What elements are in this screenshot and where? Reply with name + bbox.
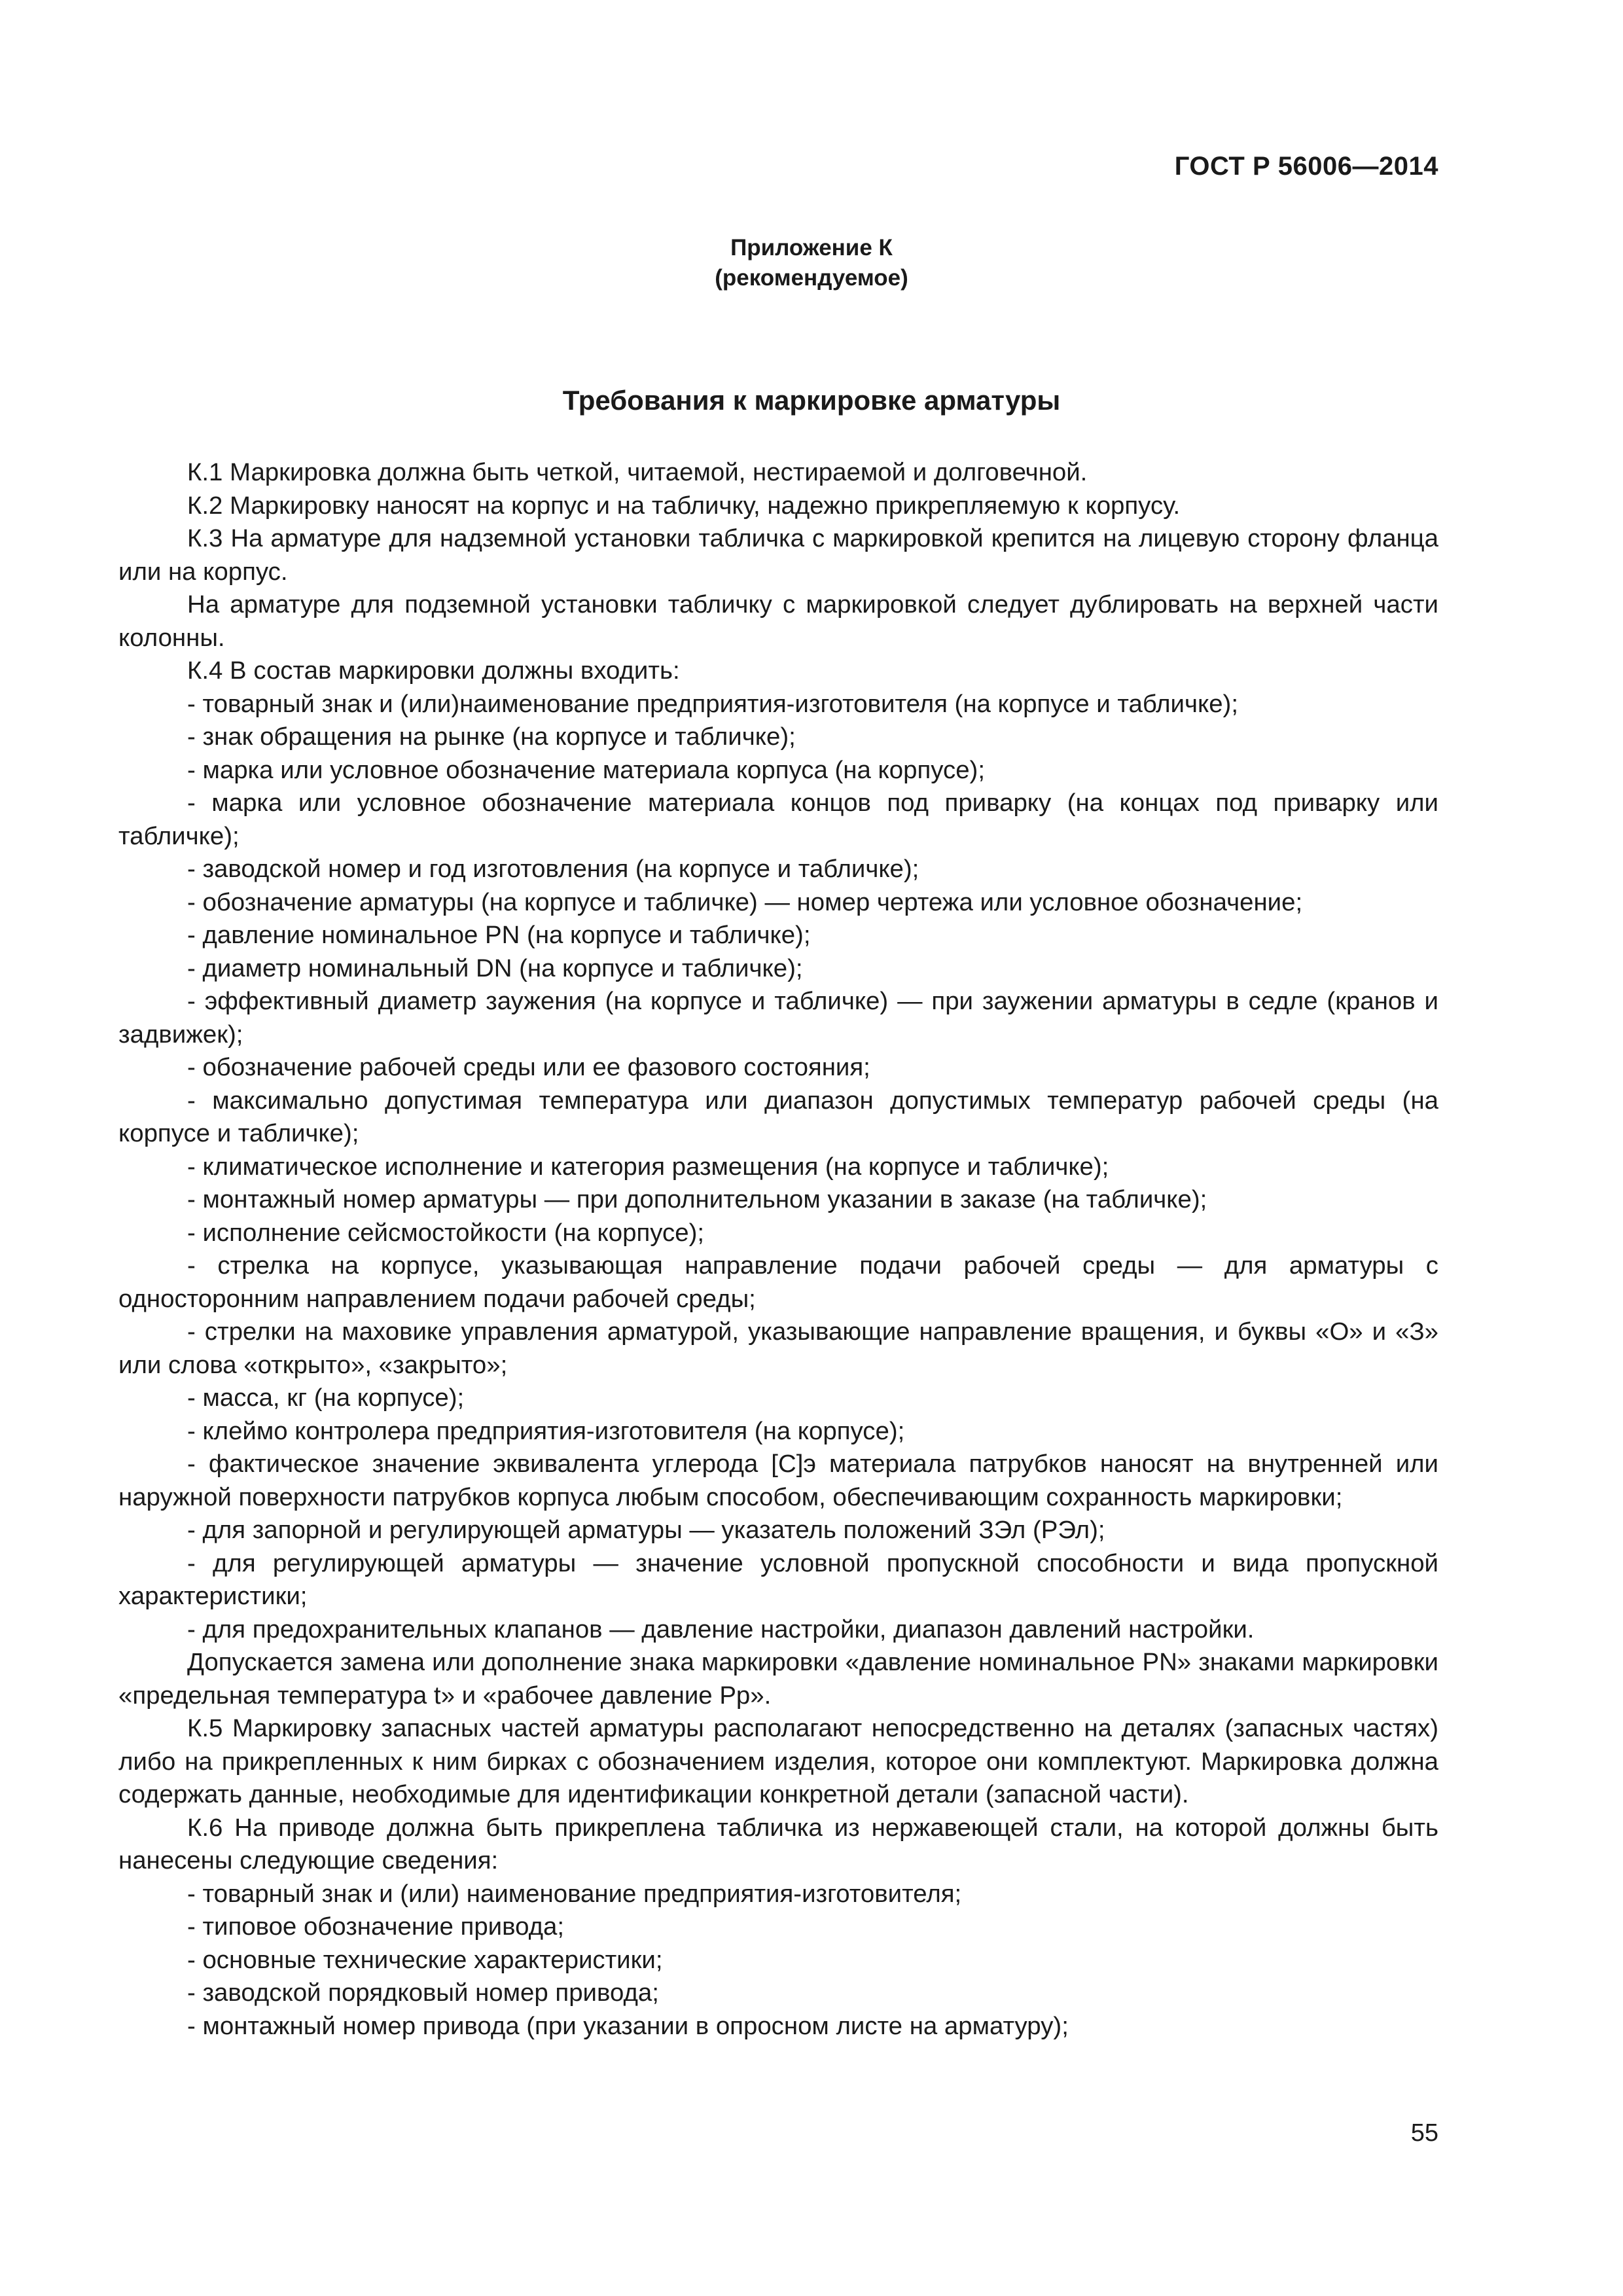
list-item: - основные технические характеристики; <box>187 1945 663 1974</box>
list-item: - климатическое исполнение и категория размещения (на корпусе и табличке); <box>187 1152 1109 1181</box>
list-item: - товарный знак и (или) наименование предприятия-изготовителя; <box>187 1879 962 1908</box>
paragraph: К.4 В состав маркировки должны входить: <box>187 656 680 685</box>
body-text <box>118 456 1438 2043</box>
list-item: - диаметр номинальный DN (на корпусе и табличке); <box>187 954 803 982</box>
list-item: - обозначение арматуры (на корпусе и табличке) — номер чертежа или условное обозначение; <box>187 888 1303 916</box>
list-item: - марка или условное обозначение материала корпуса (на корпусе); <box>187 755 985 784</box>
paragraph: К.2 Маркировку наносят на корпус и на табличку, надежно прикрепляемую к корпусу. <box>187 491 1181 520</box>
appendix-label: Приложение К <box>730 235 893 260</box>
paragraph: К.3 На арматуре для надземной установки табличка с маркировкой крепится на лицевую сторону фланца или на корпус. <box>118 524 1438 586</box>
standard-number: ГОСТ Р 56006—2014 <box>1174 152 1438 181</box>
list-item: - марка или условное обозначение материала концов под приварку (на концах под приварку или табличке); <box>118 789 1438 850</box>
list-item: - знак обращения на рынке (на корпусе и табличке); <box>187 723 796 751</box>
list-item: - заводской номер и год изготовления (на корпусе и табличке); <box>187 855 919 883</box>
list-item: - заводской порядковый номер привода; <box>187 1979 659 2007</box>
list-item: - клеймо контролера предприятия-изготовителя (на корпусе); <box>187 1416 905 1445</box>
paragraph: К.5 Маркировку запасных частей арматуры располагают непосредственно на деталях (запасных частях) либо на прикрепленных к ним бирках с обозначением изделия, которое они комплектуют. Маркировка должна содержать данные, необходимые для идентификации конкретной детали (запасной части). <box>118 1714 1438 1808</box>
list-item: - для предохранительных клапанов — давление настройки, диапазон давлений настройки. <box>187 1615 1255 1643</box>
list-item: - для регулирующей арматуры — значение условной пропускной способности и вида пропускной характеристики; <box>118 1549 1438 1610</box>
paragraph: Допускается замена или дополнение знака маркировки «давление номинальное PN» знаками маркировки «предельная температура t» и «рабочее давление Pр». <box>118 1648 1438 1710</box>
list-item: - давление номинальное PN (на корпусе и табличке); <box>187 921 811 949</box>
list-item: - обозначение рабочей среды или ее фазового состояния; <box>187 1053 870 1081</box>
list-item: - эффективный диаметр заужения (на корпусе и табличке) — при заужении арматуры в седле (кранов и задвижек); <box>118 987 1438 1049</box>
paragraph: К.6 На приводе должна быть прикреплена табличка из нержавеющей стали, на которой должны быть нанесены следующие сведения: <box>118 1813 1438 1874</box>
list-item: - товарный знак и (или)наименование предприятия-изготовителя (на корпусе и табличке); <box>187 689 1238 718</box>
section-title: Требования к маркировке арматуры <box>562 385 1061 416</box>
list-item: - стрелка на корпусе, указывающая направление подачи рабочей среды — для арматуры с односторонним направлением подачи рабочей среды; <box>118 1251 1438 1313</box>
list-item: - стрелки на маховике управления арматурой, указывающие направление вращения, и буквы «О» и «З» или слова «открыто», «закрыто»; <box>118 1318 1438 1379</box>
list-item: - максимально допустимая температура или диапазон допустимых температур рабочей среды (на корпусе и табличке); <box>118 1086 1438 1147</box>
page-number: 55 <box>1410 2119 1438 2147</box>
appendix-status: (рекомендуемое) <box>715 265 908 291</box>
list-item: - исполнение сейсмостойкости (на корпусе); <box>187 1218 705 1247</box>
list-item: - монтажный номер привода (при указании в опросном листе на арматуру); <box>187 2011 1069 2040</box>
list-item: - монтажный номер арматуры — при дополнительном указании в заказе (на табличке); <box>187 1185 1207 1213</box>
paragraph: К.1 Маркировка должна быть четкой, читаемой, нестираемой и долговечной. <box>187 458 1088 486</box>
paragraph: На арматуре для подземной установки табличку с маркировкой следует дублировать на верхней части колонны. <box>118 590 1438 652</box>
list-item: - фактическое значение эквивалента углерода [С]э материала патрубков наносят на внутренней или наружной поверхности патрубков корпуса любым способом, обеспечивающим сохранность маркировки; <box>118 1450 1438 1511</box>
list-item: - типовое обозначение привода; <box>187 1912 565 1941</box>
list-item: - масса, кг (на корпусе); <box>187 1384 465 1412</box>
list-item: - для запорной и регулирующей арматуры — указатель положений ЗЭл (РЭл); <box>187 1516 1105 1544</box>
appendix-heading <box>0 233 1623 293</box>
